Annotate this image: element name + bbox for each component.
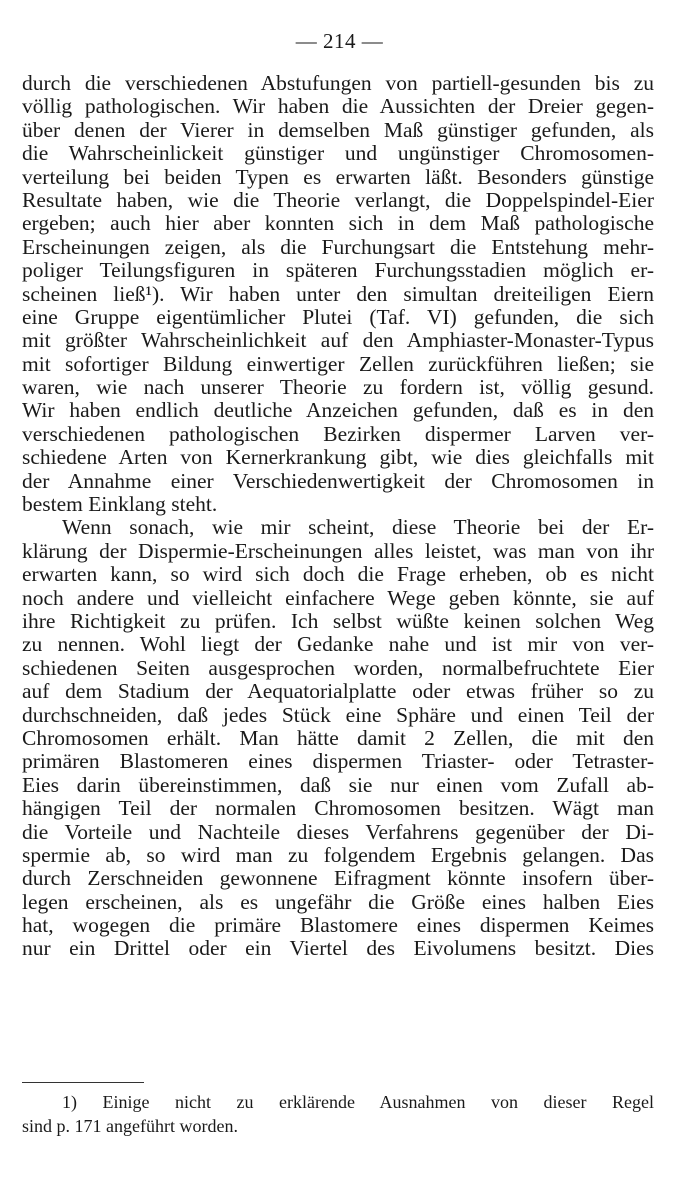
text-line: legen erscheinen, als es ungefähr die Größe eines halben Eies [22,889,654,914]
text-line: mit sofortiger Bildung einwertiger Zellen zurückführen ließen; sie [22,351,654,376]
text-line: klärung der Dispermie-Erscheinungen alles leistet, was man von ihr [22,538,654,563]
text-line: ihre Richtigkeit zu prüfen. Ich selbst wüßte keinen solchen Weg [22,608,654,633]
paragraph-end-line: bestem Einklang steht. [22,492,218,517]
text-line: primären Blastomeren eines dispermen Triaster- oder Tetraster- [22,749,654,774]
text-line: hat, wogegen die primäre Blastomere eines dispermen Keimes [22,913,654,938]
footnotes [22,1090,654,1138]
text-line: schiedenen Seiten ausgesprochen worden, normalbefruchtete Eier [22,655,654,680]
text-line: mit größter Wahrscheinlichkeit auf den Amphiaster-Monaster-Typus [22,328,654,353]
text-line: durchschneiden, daß jedes Stück eine Sphäre und einen Teil der [22,702,654,727]
text-line: die Wahrscheinlickeit günstiger und ungünstiger Chromosomen- [22,141,654,166]
text-line: Wir haben endlich deutliche Anzeichen gefunden, daß es in den [22,398,654,423]
text-line: verteilung bei beiden Typen es erwarten läßt. Besonders günstige [22,164,654,189]
text-line: scheinen ließ¹). Wir haben unter den simultan dreiteiligen Eiern [22,281,654,306]
text-line: durch die verschiedenen Abstufungen von partiell-gesunden bis zu [22,71,654,95]
text-line: auf dem Stadium der Aequatorialplatte oder etwas früher so zu [22,679,654,704]
text-line: ergeben; auch hier aber konnten sich in dem Maß pathologische [22,211,654,236]
text-line: zu nennen. Wohl liegt der Gedanke nahe und ist mir von ver- [22,632,654,657]
text-line: schiedene Arten von Kernerkrankung gibt, wie dies gleichfalls mit [22,445,654,470]
footnote-line: 1) Einige nicht zu erklärende Ausnahmen von dieser Regel [62,1092,654,1112]
text-line: durch Zerschneiden gewonnene Eifragment könnte insofern über- [22,866,654,891]
text-line: eine Gruppe eigentümlicher Plutei (Taf. VI) gefunden, die sich [22,304,654,329]
text-line: noch andere und vielleicht einfachere Wege geben könnte, sie auf [22,585,654,610]
text-line: Erscheinungen zeigen, als die Furchungsart die Entstehung mehr- [22,234,654,259]
text-line: spermie ab, so wird man zu folgendem Ergebnis gelangen. Das [22,842,654,867]
footnote-divider [22,1082,144,1083]
text-line: Resultate haben, wie die Theorie verlangt, die Doppelspindel-Eier [22,187,654,212]
text-line: verschiedenen pathologischen Bezirken dispermer Larven ver- [22,421,654,446]
text-line: völlig pathologischen. Wir haben die Aussichten der Dreier gegen- [22,94,654,119]
text-line: der Annahme einer Verschiedenwertigkeit der Chromosomen in [22,468,654,493]
text-line: poliger Teilungsfiguren in späteren Furchungsstadien möglich er- [22,258,654,283]
text-line: Chromosomen erhält. Man hätte damit 2 Zellen, die mit den [22,725,654,750]
text-line: Eies darin übereinstimmen, daß sie nur einen vom Zufall ab- [22,772,654,797]
text-line: über denen der Vierer in demselben Maß günstiger gefunden, als [22,117,654,142]
text-line: die Vorteile und Nachteile dieses Verfahrens gegenüber der Di- [22,819,654,844]
text-line: nur ein Drittel oder ein Viertel des Eivolumens besitzt. Dies [22,936,654,961]
page-number: — 214 — [295,29,384,53]
text-line: erwarten kann, so wird sich doch die Frage erheben, ob es nicht [22,562,654,587]
text-line: waren, wie nach unserer Theorie zu fordern ist, völlig gesund. [22,375,654,400]
text-line: hängigen Teil der normalen Chromosomen besitzen. Wägt man [22,796,654,821]
paragraph-start-line: Wenn sonach, wie mir scheint, diese Theorie bei der Er- [62,515,654,540]
body-text [22,72,654,961]
footnote-line: sind p. 171 angeführt worden. [22,1116,238,1136]
